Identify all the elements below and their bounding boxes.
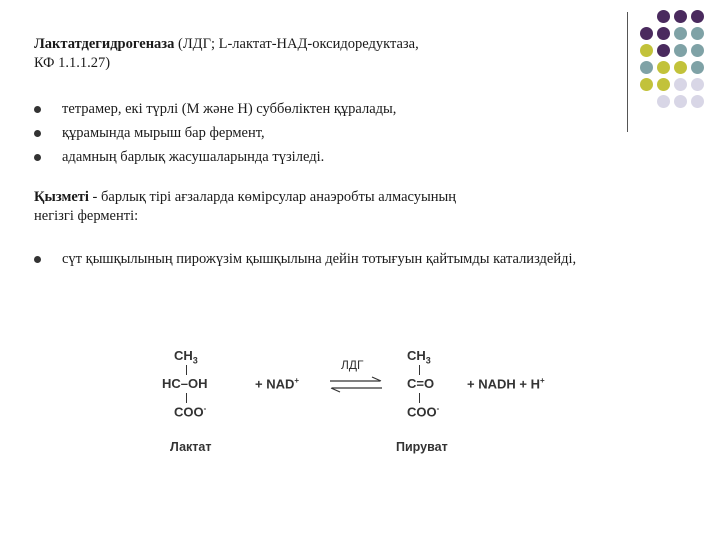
function-text: - барлық тірі ағзаларда көмірсулар анаэробты алмасуының: [88, 189, 457, 205]
decorative-dot: [691, 95, 704, 108]
decorative-dot: [674, 78, 687, 91]
list-item: [34, 250, 622, 269]
decorative-dot: [691, 78, 704, 91]
bullet-icon: [34, 130, 41, 137]
decorative-dot: [640, 78, 653, 91]
bullet-icon: [34, 106, 41, 113]
decorative-dot: [691, 61, 704, 74]
lactate-ch3: $CH_3$: [174, 348, 198, 366]
enzyme-heading: [34, 35, 594, 73]
enzyme-synonym: (ЛДГ; L-лактат-НАД-оксидоредуктаза,: [174, 36, 419, 52]
decorative-dot: [657, 10, 670, 23]
decorative-dot: [640, 61, 653, 74]
list-item: [34, 124, 634, 143]
pyruvate-ch3: $CH_3$: [407, 348, 431, 366]
decorative-dot: [640, 27, 653, 40]
function-text-line2: негізгі ферменті:: [34, 208, 139, 224]
decorative-dot: [674, 95, 687, 108]
properties-list: [34, 100, 634, 172]
decorative-dot: [691, 27, 704, 40]
decorative-dot: [674, 10, 687, 23]
function-label: Қызметі: [34, 189, 89, 205]
enzyme-name: Лактатдегидрогеназа: [34, 36, 175, 52]
decorative-dot: [691, 44, 704, 57]
list-item-text: сүт қышқылының пирожүзім қышқылына дейін тотығуын қайтымды катализдейді,: [62, 251, 577, 267]
lactate-label: Лактат: [170, 440, 212, 454]
nadh-h: + NADH + H+: [467, 376, 545, 392]
pyruvate-c-o: C=O: [407, 376, 435, 391]
function-paragraph: [34, 188, 634, 226]
decorative-dot: [657, 78, 670, 91]
bullet-icon: [34, 154, 41, 161]
reaction-scheme: [160, 348, 580, 458]
reversible-arrow-icon: [328, 374, 384, 396]
nad: + NAD+: [255, 376, 300, 392]
function-list: [34, 250, 634, 274]
decorative-dot: [657, 95, 670, 108]
enzyme-ec-number: КФ 1.1.1.27): [34, 55, 111, 71]
decorative-dot: [657, 61, 670, 74]
decorative-dot: [640, 44, 653, 57]
decorative-dot: [674, 61, 687, 74]
lactate-coo: COO-: [174, 404, 207, 420]
bullet-icon: [34, 256, 41, 263]
list-item: [34, 100, 634, 119]
enzyme-label: ЛДГ: [341, 358, 364, 372]
list-item-text: тетрамер, екі түрлі (М және Н) суббөліктен құралады,: [62, 101, 397, 117]
list-item-text: құрамында мырыш бар фермент,: [62, 125, 265, 141]
decorative-dot: [657, 44, 670, 57]
pyruvate-label: Пируват: [396, 440, 448, 454]
decorative-dot: [657, 27, 670, 40]
decorative-dot: [691, 10, 704, 23]
decorative-dot: [674, 27, 687, 40]
list-item-text: адамның барлық жасушаларында түзіледі.: [62, 149, 325, 165]
decorative-dot: [674, 44, 687, 57]
list-item: [34, 148, 634, 167]
pyruvate-coo: COO-: [407, 404, 440, 420]
decorative-dot-grid: [640, 10, 720, 122]
lactate-hc-oh: HC–OH: [162, 376, 208, 391]
